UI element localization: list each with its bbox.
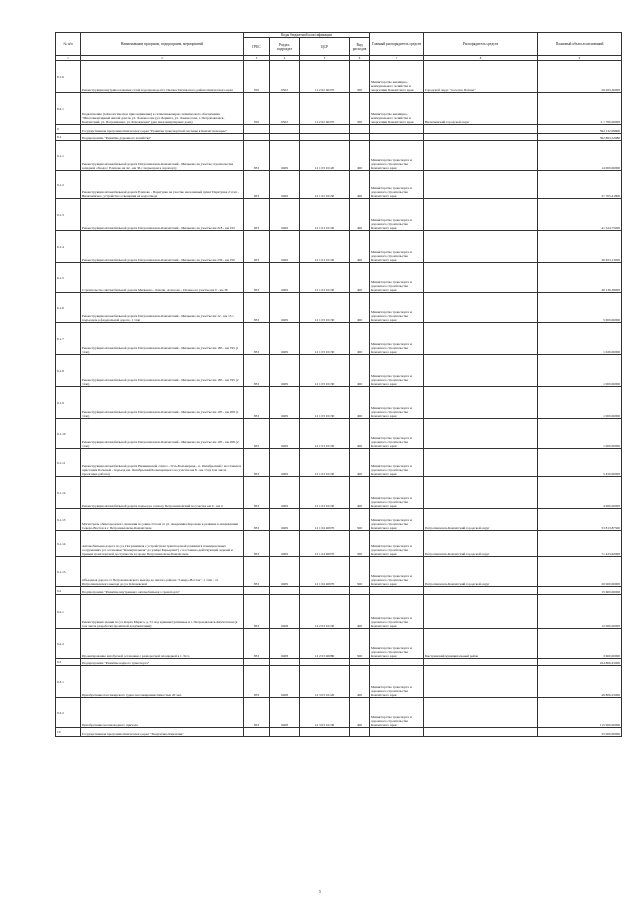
row-csr [300, 659, 350, 666]
row-responsible: Министерство транспорта и дорожного строительства Камчатского края [370, 531, 424, 557]
row-distributor [424, 125, 538, 134]
row-number: 9.1.15 [56, 557, 81, 587]
row-distributor [424, 199, 538, 231]
table-row [56, 293, 622, 323]
row-grbs: 833 [244, 557, 270, 587]
row-grbs [244, 134, 270, 141]
header-resp: Главный распорядитель средств [370, 33, 424, 56]
table-row [56, 659, 622, 666]
row-distributor [424, 666, 538, 698]
row-number: 9.1.3 [56, 199, 81, 231]
row-vr: 400 [350, 477, 370, 509]
row-vr: 400 [350, 698, 370, 728]
row-grbs [244, 125, 270, 134]
row-responsible: Министерство транспорта и дорожного строительства Камчатского края [370, 449, 424, 477]
row-distributor [424, 419, 538, 449]
row-name: Реконструкция автомобильной дороги Петропавловск-Камчатский - Мильково на участке км 185 - км 195 (2 этап) [81, 355, 244, 387]
row-rzpr: 0409 [270, 419, 300, 449]
row-responsible: Министерство транспорта и дорожного строительства Камчатского края [370, 231, 424, 263]
row-rzpr: 0409 [270, 449, 300, 477]
row-csr: 12 1 03 10130 [300, 231, 350, 263]
header-csr: ЦСР [300, 38, 350, 56]
row-grbs: 833 [244, 199, 270, 231]
row-distributor [424, 387, 538, 419]
row-grbs: 833 [244, 263, 270, 293]
row-grbs: 833 [244, 629, 270, 659]
table-row [56, 587, 622, 595]
row-distributor [424, 477, 538, 509]
row-name: Реконструкция автомобильной дороги Начикинской совхоз - Усть-Большерецк - п. Октябрьский с мостовым и пристанем Большой - подъезд км. Октябрьский Большерецкого на участке км 8 - км 13 (в том числе проектные работы) [81, 449, 244, 477]
row-number: 9.1 [56, 134, 81, 141]
row-csr: 12 1 03 10130 [300, 199, 350, 231]
row-number: 9.2.1 [56, 595, 81, 629]
row-csr: 12 2 03 40080 [300, 629, 350, 659]
row-distributor: Петропавловск-Камчатский городской округ [424, 531, 538, 557]
table-row [56, 134, 622, 141]
row-responsible: Министерство транспорта и дорожного строительства Камчатского края [370, 629, 424, 659]
row-responsible: Министерство транспорта и дорожного строительства Камчатского края [370, 666, 424, 698]
row-responsible: Министерство транспорта и дорожного строительства Камчатского края [370, 509, 424, 531]
row-csr: 12 1 03 10130 [300, 477, 350, 509]
row-grbs: 833 [244, 531, 270, 557]
row-name: Подпрограмма "Развитие водного транспорта" [81, 659, 244, 666]
header-rzpr: Раздел, подраздел [270, 38, 300, 56]
row-number: 10 [56, 728, 81, 737]
row-number: 9.1.7 [56, 323, 81, 355]
table-row [56, 141, 622, 171]
row-responsible: Министерство транспорта и дорожного строительства Камчатского края [370, 387, 424, 419]
row-rzpr: 0409 [270, 557, 300, 587]
column-number: 7 [370, 56, 424, 61]
row-grbs: 810 [244, 61, 270, 93]
row-distributor [424, 171, 538, 199]
row-name: Реконструкция автомобильной дороги Петропавловск-Камчатский - Мильково на участке км 236 - км 250 [81, 231, 244, 263]
row-csr: 11 2 02 40270 [300, 93, 350, 125]
row-grbs [244, 659, 270, 666]
row-responsible: Министерство транспорта и дорожного строительства Камчатского края [370, 141, 424, 171]
column-number: 5 [300, 56, 350, 61]
row-distributor [424, 449, 538, 477]
row-name: Реконструкция автомобильной дороги Петропавловск-Камчатский - Мильково на участке строительства западной обхода г. Елизово на 42 - км 36 с подъездом к аэропорту [81, 141, 244, 171]
table-row [56, 449, 622, 477]
row-csr: 12 1 03 10130 [300, 323, 350, 355]
row-distributor: Вилючинский городской округ [424, 93, 538, 125]
row-number: 9.1.9 [56, 387, 81, 419]
row-grbs: 833 [244, 419, 270, 449]
row-number: 9.1.10 [56, 419, 81, 449]
row-amount: 25 000,00000 [538, 728, 622, 737]
row-rzpr: 0409 [270, 199, 300, 231]
table-row [56, 387, 622, 419]
row-amount: 1 000,00000 [538, 355, 622, 387]
row-distributor [424, 231, 538, 263]
row-vr: 400 [350, 323, 370, 355]
row-vr: 400 [350, 666, 370, 698]
row-rzpr: 0409 [270, 231, 300, 263]
table-row [56, 125, 622, 134]
row-amount: 4 000,00000 [538, 477, 622, 509]
table-row [56, 477, 622, 509]
row-vr: 400 [350, 449, 370, 477]
row-csr [300, 125, 350, 134]
row-name: Реконструкция автомобильной дороги Петропавловск-Камчатский - Мильково на участке км 195 - км 208 (2 этап) [81, 419, 244, 449]
row-amount: 36 653,13000 [538, 231, 622, 263]
row-amount: 5 000,00000 [538, 293, 622, 323]
column-number: 8 [424, 56, 538, 61]
page-number: 5 [319, 889, 321, 894]
header-name: Наименование программ, подпрограмм, мероприятий [81, 33, 244, 56]
row-name: Подключение (технологическое присоединение) к сетям инженерно-технического обеспечения "Многоквартирный жилой дом по ул. Ломоносова (ул. Беринга, ул. Ломоносова, г. Петропавловск-Камчатский, ул. Пограничная, ул. Ключевская" (два многоквартирных дома) [81, 93, 244, 125]
row-responsible: Министерство транспорта и дорожного строительства Камчатского края [370, 477, 424, 509]
row-responsible: Министерство транспорта и дорожного строительства Камчатского края [370, 595, 424, 629]
row-vr [350, 587, 370, 595]
row-amount: 3 600,00000 [538, 629, 622, 659]
row-amount: 53 813,87500 [538, 509, 622, 531]
row-amount: 71 423,62900 [538, 531, 622, 557]
row-distributor [424, 263, 538, 293]
row-name: Магистраль общегородского значения по улице Гоголя от ул. Академика Королева к развязке в направлении Северо-Восток в г. Петропавловске-Камчатском [81, 509, 244, 531]
row-rzpr: 0409 [270, 355, 300, 387]
row-csr: 12 1 04 40070 [300, 557, 350, 587]
row-csr: 12 3 03 10130 [300, 698, 350, 728]
row-distributor: Городской округ "поселок Палана" [424, 61, 538, 93]
row-grbs: 833 [244, 477, 270, 509]
row-name: Проектирование автобусной остановки с разворотной площадкой в г. Эссо [81, 629, 244, 659]
row-vr: 400 [350, 355, 370, 387]
row-name: Реконструкция автомобильной дороги Петропавловск-Камчатский - Мильково на участке км 195 - км 208 (1 этап) [81, 387, 244, 419]
row-distributor [424, 141, 538, 171]
table-row [56, 419, 622, 449]
row-responsible [370, 728, 424, 737]
row-number: 9.1.14 [56, 531, 81, 557]
row-name: Строительство автомобильной дороги Мильково - Ключи, Атласово - Палана на участке км 0 - км 38 [81, 263, 244, 293]
table-row [56, 666, 622, 698]
row-number: 8.2.1 [56, 93, 81, 125]
row-number: 9.1.11 [56, 449, 81, 477]
row-distributor [424, 595, 538, 629]
row-csr: 12 1 03 10130 [300, 355, 350, 387]
row-distributor [424, 355, 538, 387]
row-name: Реконструкция автомобильной дороги Елизово - Паратунка на участке населенный пункт Паратунка 2 этап - Вилючинское, устройство освещения на водоотводе [81, 171, 244, 199]
row-rzpr [270, 728, 300, 737]
row-grbs: 833 [244, 293, 270, 323]
row-vr: 400 [350, 293, 370, 323]
row-name: Объездная дорога от Петропавловского выезда до жилого района "Северо-Восток", 1 этап - от Петропавловского выезда до ул. Ключевской [81, 557, 244, 587]
header-dist: Распорядитель средств [424, 33, 538, 56]
row-vr [350, 728, 370, 737]
row-amount: 392 863,52980 [538, 134, 622, 141]
table-body [56, 61, 622, 737]
row-vr [350, 659, 370, 666]
row-distributor [424, 698, 538, 728]
row-rzpr: 0409 [270, 509, 300, 531]
row-vr: 400 [350, 171, 370, 199]
budget-table [55, 32, 622, 737]
row-amount: 1 000,00000 [538, 419, 622, 449]
row-csr: 12 1 04 40070 [300, 509, 350, 531]
row-rzpr [270, 134, 300, 141]
row-rzpr [270, 125, 300, 134]
row-rzpr: 0409 [270, 477, 300, 509]
header-grbs: ГРБС [244, 38, 270, 56]
row-csr: 12 1 03 10130 [300, 293, 350, 323]
row-rzpr: 0409 [270, 531, 300, 557]
row-name: Приобретение несамоходного причала [81, 698, 244, 728]
row-distributor [424, 293, 538, 323]
row-distributor [424, 323, 538, 355]
row-csr: 12 2 03 10130 [300, 595, 350, 629]
table-row [56, 595, 622, 629]
row-amount: 1 000,00000 [538, 387, 622, 419]
row-number: 8.1.6 [56, 61, 81, 93]
row-amount: 31 705,41800 [538, 171, 622, 199]
row-name: Приобретение пассажирского судна пассажировместимостью 20 чел. [81, 666, 244, 698]
row-responsible [370, 125, 424, 134]
row-grbs: 810 [244, 93, 270, 125]
row-number: 9.2 [56, 587, 81, 595]
table-row [56, 61, 622, 93]
row-responsible: Министерство жилищно-коммунального хозяйства и энергетики Камчатского края [370, 93, 424, 125]
row-grbs: 833 [244, 355, 270, 387]
table-row [56, 355, 622, 387]
row-vr [350, 125, 370, 134]
row-vr: 500 [350, 531, 370, 557]
row-amount: 2 1 700,00000 [538, 93, 622, 125]
row-grbs: 833 [244, 698, 270, 728]
row-csr: 12 1 03 10130 [300, 387, 350, 419]
row-name: Реконструкция здания по ул. Карла Маркса, д. 31 под административные и г. Петропавловск-Камчатском (в том числе разработка проектной документации) [81, 595, 244, 629]
row-rzpr: 0408 [270, 698, 300, 728]
row-amount: 29 263,30000 [538, 61, 622, 93]
row-amount: 49 806,25000 [538, 666, 622, 698]
row-number: 9.2.2 [56, 629, 81, 659]
table-row [56, 557, 622, 587]
row-grbs: 833 [244, 323, 270, 355]
row-rzpr: 0502 [270, 93, 300, 125]
row-csr: 11 2 02 40270 [300, 61, 350, 93]
row-responsible: Министерство транспорта и дорожного строительства Камчатского края [370, 698, 424, 728]
row-vr: 500 [350, 629, 370, 659]
row-vr: 400 [350, 141, 370, 171]
column-number: 6 [350, 56, 370, 61]
row-amount: 41 324,75000 [538, 199, 622, 231]
row-csr [300, 134, 350, 141]
row-csr: 12 3 03 10120 [300, 666, 350, 698]
row-amount: 20 000,00000 [538, 557, 622, 587]
row-vr: 400 [350, 595, 370, 629]
table-row [56, 531, 622, 557]
row-responsible [370, 587, 424, 595]
table-row [56, 171, 622, 199]
table-row [56, 199, 622, 231]
row-responsible: Министерство транспорта и дорожного строительства Камчатского края [370, 293, 424, 323]
row-grbs [244, 587, 270, 595]
row-name: Реконструкция автомобильной дороги Петропавловск-Камчатский - Мильково на участке км 12 - км 15 с подъездом к федеральной дороге, 1 этап [81, 293, 244, 323]
row-distributor: Петропавловск-Камчатский городской округ [424, 557, 538, 587]
table-row [56, 629, 622, 659]
row-distributor: Быстринский муниципальный район [424, 629, 538, 659]
row-distributor [424, 134, 538, 141]
row-distributor [424, 587, 538, 595]
row-rzpr: 0408 [270, 666, 300, 698]
row-vr: 500 [350, 509, 370, 531]
row-distributor [424, 728, 538, 737]
table-row [56, 263, 622, 293]
row-number: 9.1.5 [56, 263, 81, 293]
row-number: 9.1.4 [56, 231, 81, 263]
row-rzpr: 0502 [270, 61, 300, 93]
row-amount: 115 000,00000 [538, 698, 622, 728]
row-number: 9.3.2 [56, 698, 81, 728]
header-no: № п/п [56, 33, 81, 56]
row-number: 9.1.13 [56, 509, 81, 531]
row-amount: 592 132,09800 [538, 125, 622, 134]
row-vr: 500 [350, 557, 370, 587]
row-responsible: Министерство транспорта и дорожного строительства Камчатского края [370, 323, 424, 355]
row-csr: 12 1 04 40070 [300, 531, 350, 557]
row-number: 9 [56, 125, 81, 134]
row-responsible [370, 659, 424, 666]
row-name: Реконструкция автомобильной дороги Петропавловск-Камчатский - Мильково на участке км 218 - км 225 [81, 199, 244, 231]
column-number: 2 [81, 56, 244, 61]
column-number: 1 [56, 56, 81, 61]
row-number: 9.3 [56, 659, 81, 666]
row-responsible: Министерство транспорта и дорожного строительства Камчатского края [370, 419, 424, 449]
row-vr: 500 [350, 61, 370, 93]
row-responsible: Министерство транспорта и дорожного строительства Камчатского края [370, 557, 424, 587]
row-name: Реконструкция автомобильной дороги подъезд к совхозу Петропавловский на участке км 0 - км 4 [81, 477, 244, 509]
row-rzpr: 0409 [270, 293, 300, 323]
column-number: 3 [244, 56, 270, 61]
column-number: 9 [538, 56, 622, 61]
header-codes-group: Коды бюджетной классификации [244, 33, 370, 38]
row-grbs: 833 [244, 595, 270, 629]
row-number: 9.1.6 [56, 293, 81, 323]
row-responsible: Министерство транспорта и дорожного строительства Камчатского края [370, 199, 424, 231]
row-responsible: Министерство транспорта и дорожного строительства Камчатского края [370, 263, 424, 293]
row-number: 9.1.12 [56, 477, 81, 509]
row-csr: 12 1 05 10150 [300, 171, 350, 199]
row-rzpr: 0409 [270, 387, 300, 419]
row-grbs: 833 [244, 171, 270, 199]
row-name: Государственная программа Камчатского края "Развитие транспортной системы в Камчатском крае" [81, 125, 244, 134]
row-responsible: Министерство транспорта и дорожного строительства Камчатского края [370, 355, 424, 387]
row-rzpr: 0409 [270, 171, 300, 199]
row-name: Реконструкция внутрипоселковых сетей водопровода пгт. Палана Тигильского района Камчатского края [81, 61, 244, 93]
row-amount: 164 806,25000 [538, 659, 622, 666]
row-number: 9.1.2 [56, 171, 81, 199]
row-grbs: 833 [244, 387, 270, 419]
table-row [56, 93, 622, 125]
row-rzpr: 0409 [270, 323, 300, 355]
table-row [56, 231, 622, 263]
row-number: 9.1.8 [56, 355, 81, 387]
row-csr: 12 1 03 10120 [300, 141, 350, 171]
row-vr: 400 [350, 419, 370, 449]
row-name: Подпрограмма "Развитие дорожного хозяйства" [81, 134, 244, 141]
row-grbs: 833 [244, 666, 270, 698]
row-number: 9.3.1 [56, 666, 81, 698]
row-responsible: Министерство жилищно-коммунального хозяйства и энергетики Камчатского края [370, 61, 424, 93]
row-name: Подпрограмма "Развитие внутреннего автомобильного транспорта" [81, 587, 244, 595]
row-grbs: 833 [244, 231, 270, 263]
row-grbs: 833 [244, 449, 270, 477]
row-grbs [244, 728, 270, 737]
row-rzpr [270, 659, 300, 666]
row-csr [300, 587, 350, 595]
row-grbs: 833 [244, 141, 270, 171]
header-sum: Плановый объем ассигнований [538, 33, 622, 56]
row-csr [300, 728, 350, 737]
row-amount: 40 136,38000 [538, 263, 622, 293]
row-vr [350, 134, 370, 141]
table-row [56, 323, 622, 355]
row-amount: 15 600,00000 [538, 587, 622, 595]
row-csr: 12 1 03 10130 [300, 419, 350, 449]
row-csr: 12 1 03 10130 [300, 263, 350, 293]
row-rzpr: 0408 [270, 595, 300, 629]
column-number: 4 [270, 56, 300, 61]
row-vr: 400 [350, 199, 370, 231]
row-rzpr: 0409 [270, 263, 300, 293]
row-grbs: 833 [244, 509, 270, 531]
row-rzpr: 0409 [270, 141, 300, 171]
row-vr: 400 [350, 231, 370, 263]
row-rzpr: 0408 [270, 629, 300, 659]
row-responsible: Министерство транспорта и дорожного строительства Камчатского края [370, 171, 424, 199]
row-name: Реконструкция автомобильной дороги Петропавловск-Камчатский - Мильково на участке км 185 - км 195 (1 этап) [81, 323, 244, 355]
row-responsible [370, 134, 424, 141]
row-vr: 400 [350, 263, 370, 293]
row-name: Государственная программа Камчатского края "Энергетика Камчатки" [81, 728, 244, 737]
row-number: 9.1.1 [56, 141, 81, 171]
table-row [56, 698, 622, 728]
row-rzpr [270, 587, 300, 595]
row-vr: 400 [350, 387, 370, 419]
row-distributor [424, 659, 538, 666]
table-row [56, 728, 622, 737]
table-row [56, 509, 622, 531]
header-vr: Вид расходов [350, 38, 370, 56]
row-vr: 500 [350, 93, 370, 125]
row-name: Автомобильная дорога по ул. Пограничная с устройством транспортной развязки в планировочных сооружениях (от остановки "Коммунальная" до улицы Карьерная") с постоянно-действующей задачей и правым транспортной доступности в городе Петропавловске-Камчатском [81, 531, 244, 557]
row-csr: 12 1 03 10130 [300, 449, 350, 477]
row-amount: 12 000,00000 [538, 595, 622, 629]
row-distributor: Петропавловск-Камчатский городской округ [424, 509, 538, 531]
row-amount: 14 000,00000 [538, 141, 622, 171]
row-amount: 5 450,00000 [538, 449, 622, 477]
row-amount: 1 026,00000 [538, 323, 622, 355]
